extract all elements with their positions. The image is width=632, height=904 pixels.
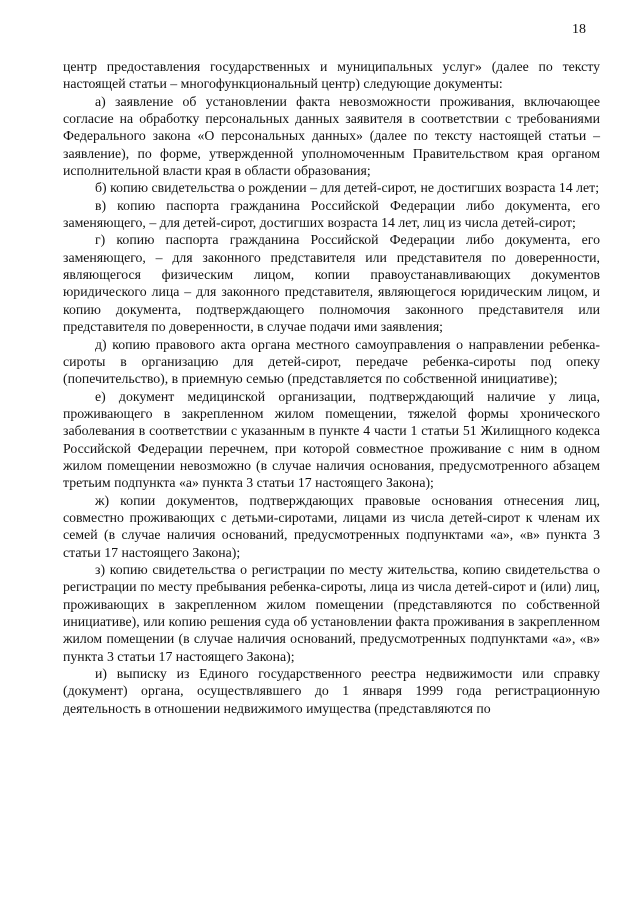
- paragraph-intro: центр предоставления государственных и муниципальных услуг» (далее по тексту настоящей статьи – многофункциональный центр) следующие документы:: [63, 59, 600, 92]
- paragraph-item-g: г) копию паспорта гражданина Российской Федерации либо документа, его заменяющего, – для законного представителя или представителя по доверенности, являющегося физическим лицом, копии правоустанавливающих документов юридического лица – для законного представителя, являющегося юридическим лицом, и копию документа, подтверждающего полномочия законного представителя или представителя по доверенности, в случае подачи ими заявления;: [63, 232, 600, 335]
- paragraph-item-i: и) выписку из Единого государственного реестра недвижимости или справку (документ) органа, осуществлявшего до 1 января 1999 года регистрационную деятельность в отношении недвижимого имущества (представляются по: [63, 666, 600, 716]
- paragraph-item-v: в) копию паспорта гражданина Российской Федерации либо документа, его заменяющего, – для детей-сирот, достигших возраста 14 лет, лиц из числа детей-сирот;: [63, 197, 600, 231]
- paragraph-item-e: е) документ медицинской организации, подтверждающий наличие у лица, проживающего в закрепленном жилом помещении, тяжелой формы хронического заболевания в соответствии с указанным в пункте 4 части 1 статьи 51 Жилищного кодекса Российской Федерации перечнем, при которой совместное проживание с ним в одном жилом помещении невозможно (в случае наличия основания, предусмотренного абзацем третьим подпункта «а» пункта 3 статьи 17 настоящего Закона);: [63, 388, 600, 491]
- paragraph-item-b: б) копию свидетельства о рождении – для детей-сирот, не достигших возраста 14 лет;: [95, 180, 600, 196]
- paragraph-item-d: д) копию правового акта органа местного самоуправления о направлении ребенка-сироты в организацию для детей-сирот, передаче ребенка-сироты под опеку (попечительство), в приемную семью (представляется по собственной инициативе);: [63, 336, 600, 387]
- paragraph-item-a: а) заявление об установлении факта невозможности проживания, включающее согласие на обработку персональных данных заявителя в соответствии с требованиями Федерального закона «О персональных данных» (далее по тексту настоящей статьи – заявление), по форме, утвержденной уполномоченным Правительством края органом исполнительной власти края в области образования;: [63, 93, 600, 179]
- paragraph-item-zh: ж) копии документов, подтверждающих правовые основания отнесения лиц, совместно проживающих с детьми-сиротами, лицами из числа детей-сирот к членам их семей (в случае наличия оснований, предусмотренных подпунктами «а», «в» пункта 3 статьи 17 настоящего Закона);: [63, 492, 600, 560]
- paragraph-item-z: з) копию свидетельства о регистрации по месту жительства, копию свидетельства о регистрации по месту пребывания ребенка-сироты, лица из числа детей-сирот и (или) лиц, проживающих в закрепленном жилом помещении (представляются по собственной инициативе), или копию решения суда об установлении факта проживания в закрепленном жилом помещении (в случае наличия оснований, предусмотренных подпунктами «а», «в» пункта 3 статьи 17 настоящего Закона);: [63, 561, 600, 664]
- document-body: [63, 58, 600, 717]
- page-number: 18: [572, 22, 586, 37]
